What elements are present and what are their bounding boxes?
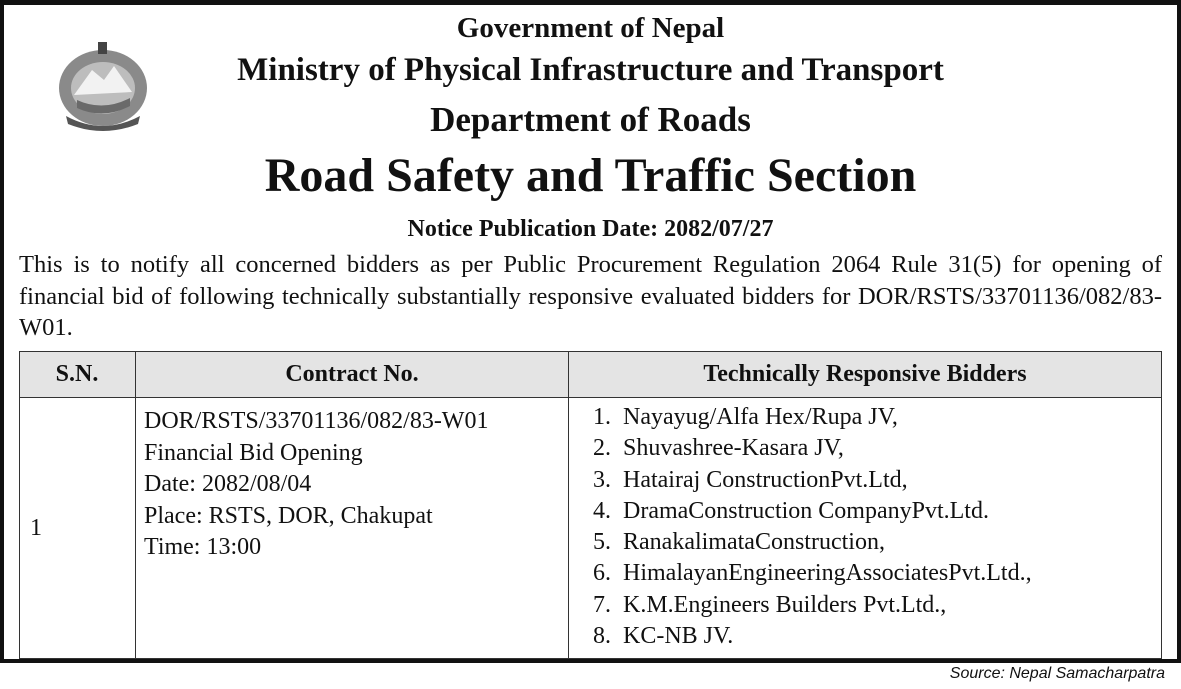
header-contract: Contract No. xyxy=(136,352,569,398)
list-item xyxy=(593,465,1161,496)
bidder-name: KC-NB JV. xyxy=(623,623,734,650)
cell-sn: 1 xyxy=(20,398,136,659)
contract-place: Place: RSTS, DOR, Chakupat xyxy=(144,502,433,529)
item-number: 8. xyxy=(593,623,611,650)
item-number: 1. xyxy=(593,404,611,430)
ministry-title: Ministry of Physical Infrastructure and Transport xyxy=(237,52,944,88)
bidder-name: K.M.Engineers Builders Pvt.Ltd., xyxy=(623,591,947,618)
item-number: 5. xyxy=(593,529,611,556)
header-sn: S.N. xyxy=(20,352,136,398)
publication-date: Notice Publication Date: 2082/07/27 xyxy=(407,216,774,242)
cell-bidders xyxy=(569,398,1162,659)
contract-number: DOR/RSTS/33701136/082/83-W01 xyxy=(144,408,489,434)
item-number: 6. xyxy=(593,560,611,587)
bidder-name: Nayayug/Alfa Hex/Rupa JV, xyxy=(623,404,898,430)
list-item xyxy=(593,496,1161,527)
bidder-name: Hatairaj ConstructionPvt.Ltd, xyxy=(623,466,908,493)
list-item xyxy=(593,433,1161,464)
cell-contract xyxy=(136,398,569,659)
list-item xyxy=(593,590,1161,621)
list-item xyxy=(593,621,1161,652)
item-number: 2. xyxy=(593,435,611,462)
item-number: 4. xyxy=(593,497,611,524)
list-item xyxy=(593,527,1161,558)
bidder-list xyxy=(593,402,1161,652)
source-credit: Source: Nepal Samacharpatra xyxy=(949,665,1165,682)
item-number: 3. xyxy=(593,466,611,493)
table-header-row xyxy=(20,352,1162,398)
bidder-name: RanakalimataConstruction, xyxy=(623,529,885,556)
government-title: Government of Nepal xyxy=(456,12,725,44)
bidder-name: Shuvashree-Kasara JV, xyxy=(623,435,844,462)
item-number: 7. xyxy=(593,591,611,618)
header-bidders: Technically Responsive Bidders xyxy=(569,352,1162,398)
bidders-table xyxy=(19,351,1162,659)
list-item xyxy=(593,558,1161,589)
bidder-name: HimalayanEngineeringAssociatesPvt.Ltd., xyxy=(623,560,1032,587)
contract-time: Time: 13:00 xyxy=(144,534,262,560)
notice-body: This is to notify all concerned bidders as per Public Procurement Regulation 2064 Rule 31(5) for opening of financial bid of following technically substantially responsive evaluated bidders for DOR/RSTS/33701136/082/83-W01. xyxy=(19,251,1162,341)
section-title: Road Safety and Traffic Section xyxy=(264,149,917,202)
bidder-name: DramaConstruction CompanyPvt.Ltd. xyxy=(623,497,989,524)
table-row xyxy=(20,398,1162,659)
list-item xyxy=(593,402,1161,433)
department-title: Department of Roads xyxy=(430,100,751,139)
contract-event: Financial Bid Opening xyxy=(144,439,363,466)
contract-date: Date: 2082/08/04 xyxy=(144,471,312,497)
